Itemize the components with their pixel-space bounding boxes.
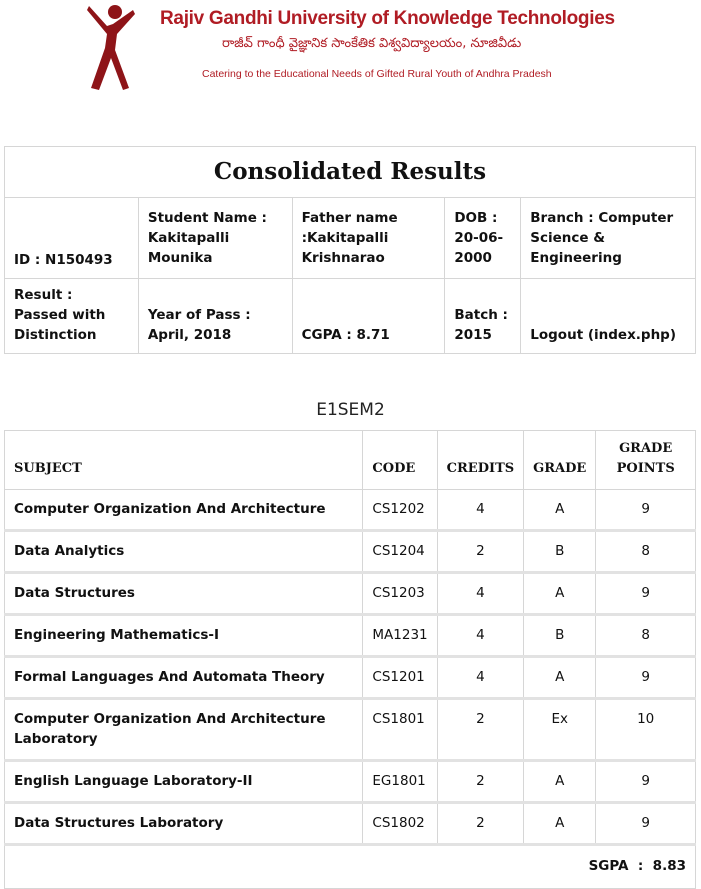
subject-name: Engineering Mathematics-I — [5, 615, 363, 657]
year-of-pass: Year of Pass : April, 2018 — [138, 279, 292, 354]
credits: 4 — [437, 657, 523, 699]
grade: A — [524, 761, 596, 803]
grade: A — [524, 490, 596, 531]
subject-name: Data Structures Laboratory — [5, 803, 363, 845]
subject-name: Computer Organization And Architecture — [5, 490, 363, 531]
column-header-subject: SUBJECT — [5, 431, 363, 490]
subject-name: Computer Organization And Architecture Laboratory — [5, 699, 363, 761]
subject-code: MA1231 — [363, 615, 437, 657]
university-name: Rajiv Gandhi University of Knowledge Technologies — [160, 8, 615, 29]
table-row — [5, 615, 696, 657]
table-row — [5, 657, 696, 699]
subject-name: English Language Laboratory-II — [5, 761, 363, 803]
grade: Ex — [524, 699, 596, 761]
table-row — [5, 761, 696, 803]
university-tagline: Catering to the Educational Needs of Gifted Rural Youth of Andhra Pradesh — [202, 68, 552, 80]
grade: B — [524, 531, 596, 573]
column-header-code: CODE — [363, 431, 437, 490]
grade-points: 9 — [596, 761, 696, 803]
university-header — [0, 0, 701, 100]
rgukt-figure-icon — [85, 2, 137, 92]
table-row — [5, 803, 696, 845]
results-table — [4, 430, 696, 889]
credits: 2 — [437, 803, 523, 845]
university-name-telugu: రాజీవ్ గాంధీ వైజ్ఞానిక సాంకేతిక విశ్వవిద్యాలయం, నూజివీడు — [222, 36, 522, 51]
branch: Branch : Computer Science & Engineering — [521, 198, 696, 279]
credits: 4 — [437, 490, 523, 531]
credits: 2 — [437, 699, 523, 761]
cgpa: CGPA : 8.71 — [292, 279, 445, 354]
student-id: ID : N150493 — [5, 198, 139, 279]
grade: A — [524, 657, 596, 699]
batch: Batch : 2015 — [445, 279, 521, 354]
father-name: Father name :Kakitapalli Krishnarao — [292, 198, 445, 279]
subject-code: CS1201 — [363, 657, 437, 699]
table-row — [5, 699, 696, 761]
grade-points: 9 — [596, 573, 696, 615]
sgpa-row — [5, 845, 696, 889]
credits: 2 — [437, 531, 523, 573]
credits: 4 — [437, 615, 523, 657]
subject-code: EG1801 — [363, 761, 437, 803]
credits: 2 — [437, 761, 523, 803]
table-row — [5, 531, 696, 573]
sgpa-value: SGPA : 8.83 — [5, 845, 696, 889]
grade-points: 9 — [596, 803, 696, 845]
subject-code: CS1204 — [363, 531, 437, 573]
date-of-birth: DOB : 20-06-2000 — [445, 198, 521, 279]
grade-points: 10 — [596, 699, 696, 761]
student-info-table — [4, 146, 696, 354]
table-row — [5, 573, 696, 615]
subject-name: Formal Languages And Automata Theory — [5, 657, 363, 699]
subject-name: Data Structures — [5, 573, 363, 615]
subject-code: CS1801 — [363, 699, 437, 761]
subject-name: Data Analytics — [5, 531, 363, 573]
subject-code: CS1202 — [363, 490, 437, 531]
table-row — [5, 490, 696, 531]
logout-link[interactable]: Logout (index.php) — [521, 279, 696, 354]
column-header-grade-points: GRADE POINTS — [596, 431, 696, 490]
semester-title: E1SEM2 — [316, 400, 385, 420]
grade-points: 9 — [596, 657, 696, 699]
subject-code: CS1203 — [363, 573, 437, 615]
grade-points: 8 — [596, 615, 696, 657]
page-title: Consolidated Results — [5, 147, 696, 198]
credits: 4 — [437, 573, 523, 615]
grade: A — [524, 573, 596, 615]
column-header-grade: GRADE — [524, 431, 596, 490]
grade: B — [524, 615, 596, 657]
results-header-row — [5, 431, 696, 490]
grade: A — [524, 803, 596, 845]
grade-points: 9 — [596, 490, 696, 531]
subject-code: CS1802 — [363, 803, 437, 845]
column-header-credits: CREDITS — [437, 431, 523, 490]
result-status: Result : Passed with Distinction — [5, 279, 139, 354]
student-name: Student Name : Kakitapalli Mounika — [138, 198, 292, 279]
grade-points: 8 — [596, 531, 696, 573]
